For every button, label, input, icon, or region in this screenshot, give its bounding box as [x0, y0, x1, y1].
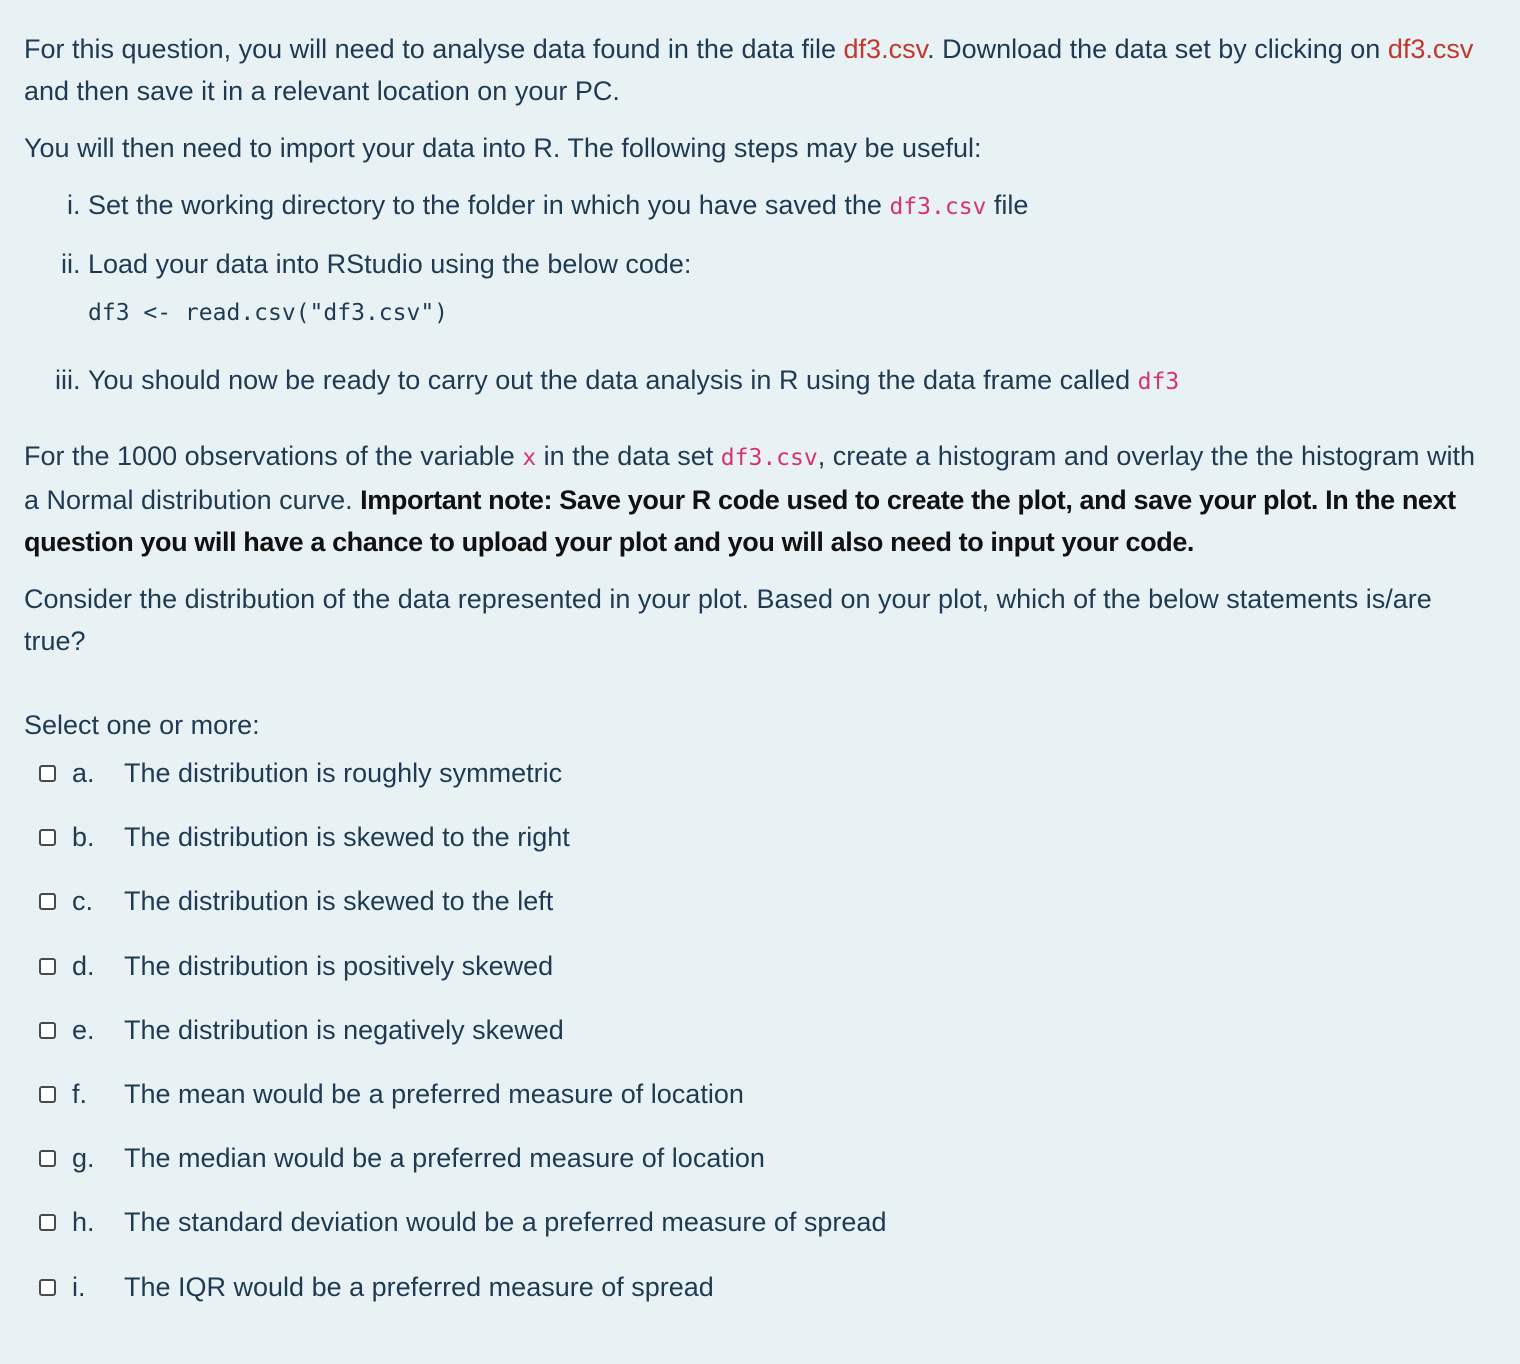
checkbox-a[interactable]: [39, 765, 56, 782]
checkbox-i[interactable]: [39, 1279, 56, 1296]
option-d[interactable]: [24, 945, 1484, 1009]
option-letter: i.: [72, 1271, 86, 1302]
option-c[interactable]: [24, 880, 1484, 944]
answer-options: [24, 752, 1484, 1330]
option-a[interactable]: [24, 752, 1484, 816]
option-letter: a.: [72, 758, 95, 788]
checkbox-b[interactable]: [39, 829, 56, 846]
option-g[interactable]: [24, 1137, 1484, 1201]
task-text-2: in the data set: [536, 441, 721, 471]
task-text-3: , create a histogram and overlay the the histogram with a Normal distribution curve.: [24, 441, 1476, 515]
option-f[interactable]: [24, 1073, 1484, 1137]
checkbox-c[interactable]: [39, 893, 56, 910]
checkbox-f[interactable]: [39, 1086, 56, 1103]
step-tail: file: [986, 190, 1029, 220]
option-text[interactable]: The mean would be a preferred measure of location: [124, 1078, 744, 1109]
task-paragraph: [24, 435, 1484, 563]
question-text: [24, 28, 1484, 1330]
option-b[interactable]: [24, 816, 1484, 880]
df3-download-link-2[interactable]: df3.csv: [1387, 34, 1474, 64]
step-1: [24, 184, 1484, 228]
option-text[interactable]: The median would be a preferred measure of location: [124, 1143, 765, 1174]
option-letter: g.: [72, 1143, 95, 1174]
option-letter: c.: [72, 886, 94, 917]
option-letter: h.: [72, 1207, 95, 1238]
code-block: df3 <- read.csv("df3.csv"): [88, 300, 449, 326]
option-text[interactable]: The distribution is negatively skewed: [124, 1014, 564, 1045]
file-code: df3.csv: [720, 445, 818, 471]
checkbox-h[interactable]: [39, 1214, 56, 1231]
option-letter: e.: [72, 1014, 95, 1045]
option-h[interactable]: [24, 1201, 1484, 1265]
variable-code: x: [522, 445, 537, 471]
option-letter: d.: [72, 950, 95, 981]
steps-list: [24, 184, 1484, 403]
option-text[interactable]: The distribution is skewed to the left: [124, 886, 554, 917]
option-text[interactable]: The standard deviation would be a preferred measure of spread: [124, 1207, 887, 1238]
option-letter: b.: [72, 822, 95, 853]
intro-text-1: For this question, you will need to analyse data found in the data file: [24, 34, 844, 64]
step-number: iii.: [54, 365, 81, 395]
checkbox-d[interactable]: [39, 958, 56, 975]
consider-paragraph: Consider the distribution of the data represented in your plot. Based on your plot, which of the below statements is/are true?: [24, 584, 1432, 656]
step-number: ii.: [60, 249, 81, 279]
option-text[interactable]: The IQR would be a preferred measure of spread: [124, 1271, 714, 1302]
inline-code: df3: [1137, 369, 1180, 395]
step-number: i.: [66, 190, 81, 220]
option-text[interactable]: The distribution is skewed to the right: [124, 822, 570, 853]
step-2: [24, 243, 1484, 328]
option-letter: f.: [72, 1078, 88, 1109]
select-label: Select one or more:: [24, 710, 260, 740]
inline-code: df3.csv: [889, 194, 987, 220]
checkbox-e[interactable]: [39, 1022, 56, 1039]
df3-download-link-1[interactable]: df3.csv: [843, 34, 928, 64]
important-note: Important note: Save your R code used to create the plot, and save your plot. In the next question you will have a chance to upload your plot and you will also need to input your code.: [24, 485, 1456, 557]
option-text[interactable]: The distribution is positively skewed: [124, 950, 554, 981]
step-text: Set the working directory to the folder in which you have saved the: [88, 190, 890, 220]
option-e[interactable]: [24, 1009, 1484, 1073]
checkbox-g[interactable]: [39, 1150, 56, 1167]
task-text-1: For the 1000 observations of the variable: [24, 441, 523, 471]
intro-text-2: . Download the data set by clicking on: [927, 34, 1388, 64]
step-text: You should now be ready to carry out the data analysis in R using the data frame called: [88, 365, 1138, 395]
intro-paragraph: [24, 28, 1484, 112]
step-3: [24, 359, 1484, 403]
option-i[interactable]: [24, 1266, 1484, 1330]
step-text: Load your data into RStudio using the below code:: [88, 249, 692, 279]
steps-intro: You will then need to import your data into R. The following steps may be useful:: [24, 133, 982, 163]
intro-text-3: and then save it in a relevant location on your PC.: [24, 76, 620, 106]
option-text[interactable]: The distribution is roughly symmetric: [124, 758, 563, 788]
